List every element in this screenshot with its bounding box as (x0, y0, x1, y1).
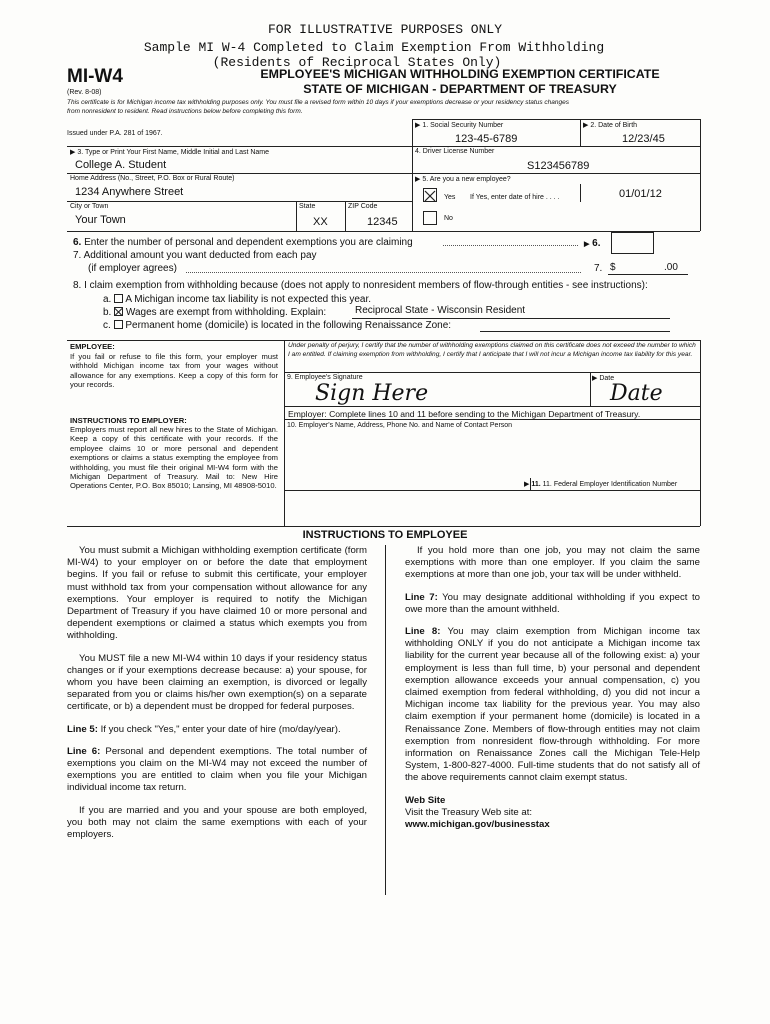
arrow-icon: ▶ (524, 481, 530, 488)
name-field[interactable]: College A. Student (75, 159, 167, 171)
exemptions-field[interactable] (611, 232, 654, 254)
address-label: Home Address (No., Street, P.O. Box or Rural Route) (70, 175, 235, 182)
signature-label: 9. Employee's Signature (287, 374, 363, 381)
line-7-instruction: You may designate additional withholding if you expect to owe more than the amount withheld. (405, 591, 701, 615)
form-id: MI-W4 (67, 66, 123, 87)
line-6-text: Enter the number of personal and dependent exemptions you are claiming (84, 237, 413, 248)
employee-text: If you fail or refuse to file this form, your employer must withhold Michigan income tax from your wages without allowance for any exemptions. Keep a copy of this form for your records. (70, 352, 278, 389)
employer-name-field[interactable] (286, 431, 696, 477)
renaissance-zone-field[interactable] (480, 331, 670, 332)
instructions-left-column (67, 545, 367, 851)
line-7-number: 7. (73, 250, 82, 261)
arrow-icon: ▶ (584, 241, 590, 248)
city-field[interactable]: Your Town (75, 214, 126, 226)
line-7-text: Additional amount you want deducted from each pay (83, 250, 317, 261)
line-7-heading: Line 7: (405, 591, 438, 603)
line-6-number: 6. (73, 237, 82, 248)
line-7-text-2: (if employer agrees) (88, 263, 177, 274)
banner-line-3: (Residents of Reciprocal States Only) (212, 55, 502, 70)
form-revision: (Rev. 8-08) (67, 89, 102, 96)
new-employee-no-checkbox[interactable] (423, 211, 437, 225)
state-field[interactable]: XX (313, 216, 328, 228)
employer-complete-note: Employer: Complete lines 10 and 11 before sending to the Michigan Department of Treasury. (288, 409, 641, 419)
zip-field[interactable]: 12345 (367, 216, 398, 228)
line-8c-letter: c. (103, 320, 111, 331)
city-label: City or Town (70, 203, 109, 210)
multiple-jobs-paragraph: If you hold more than one job, you may not claim the same exemptions with more than one employer. If you claim the same exemptions at more than one job, your tax will be under withheld. (405, 545, 700, 581)
header-note-1: This certificate is for Michigan income tax withholding purposes only. You must file a revised form within 10 days if your exemptions decrease or your residency status changes (67, 99, 569, 106)
fein-field[interactable] (531, 491, 699, 525)
form-subtitle: STATE OF MICHIGAN - DEPARTMENT OF TREASURY (303, 82, 617, 96)
fein-label: 11. Federal Employer Identification Number (542, 481, 678, 488)
instructions-paragraph: You must submit a Michigan withholding exemption certificate (form MI-W4) to your employer on or before the date that employment begins. If you fail or refuse to submit this certificate, your employer must withhold tax from your compensation without allowance for any exemptions. Your employer is required to notify the Michigan Department of Treasury if you have claimed 10 or more personal and dependent exemptions or claimed a status which exempts you from withholding. (67, 545, 367, 642)
new-employee-yes-checkbox[interactable] (423, 188, 437, 202)
line-6-box-label: 6. (592, 238, 601, 249)
name-label: 3. Type or Print Your First Name, Middle Initial and Last Name (77, 149, 270, 156)
line-8b-checkbox[interactable] (114, 307, 123, 316)
hire-date-field[interactable]: 01/01/12 (619, 188, 662, 200)
arrow-icon: ▶ (583, 122, 589, 129)
license-label: 4. Driver License Number (415, 148, 495, 155)
yes-label: Yes (444, 194, 456, 201)
penalty-text: Under penalty of perjury, I certify that the number of withholding exemptions claimed on this certificate does not exceed the number to which I am entitled. If claiming exemption from withholding, I certify that I anticipate that I will not incur a Michigan income tax liability for this year. (288, 342, 696, 358)
employer-name-label: 10. Employer's Name, Address, Phone No. and Name of Contact Person (287, 422, 513, 429)
arrow-icon: ▶ (592, 375, 598, 382)
banner-line-2: Sample MI W-4 Completed to Claim Exemption From Withholding (143, 40, 605, 55)
arrow-icon: ▶ (415, 122, 421, 129)
web-site-heading: Web Site (405, 794, 446, 806)
no-label: No (444, 215, 453, 222)
ssn-field[interactable]: 123-45-6789 (455, 133, 518, 145)
additional-amount-field[interactable]: .00 (664, 262, 678, 273)
web-site-link[interactable]: www.michigan.gov/businesstax (405, 819, 550, 831)
line-6-leader (443, 245, 578, 246)
line-5-heading: Line 5: (67, 723, 98, 735)
web-site-text: Visit the Treasury Web site at: (405, 806, 533, 818)
header-note-2: from nonresident to resident. Read instructions below before completing this form. (67, 108, 303, 115)
line-8c-text: Permanent home (domicile) is located in the following Renaissance Zone: (125, 320, 452, 331)
date-label: Date (599, 375, 615, 382)
employer-heading: INSTRUCTIONS TO EMPLOYER: (70, 416, 187, 425)
line-8a-checkbox[interactable] (114, 294, 123, 303)
married-paragraph: If you are married and you and your spouse are both employed, you both may not claim the same exemptions with each of your employers. (67, 804, 367, 841)
instructions-paragraph: You MUST file a new MI-W4 within 10 days if your residency status changes or if your exemptions decrease because: a) your spouse, for whom you have been claiming an exemption, is divorced or legally separated from you or claims his/her own exemption(s) on a separate certificate, or b) a dependent must be dropped for federal purposes. (67, 652, 367, 713)
line-8a-letter: a. (103, 294, 112, 305)
x-mark-icon (424, 190, 436, 202)
zip-label: ZIP Code (348, 203, 378, 210)
line-8-text: I claim exemption from withholding because (does not apply to nonresident members of flow-through entities - see instructions): (84, 280, 648, 291)
address-field[interactable]: 1234 Anywhere Street (75, 186, 184, 198)
signature-field[interactable]: Sign Here (315, 381, 429, 406)
line-7-box-label: 7. (594, 263, 603, 274)
line-8-number: 8. (73, 280, 82, 291)
instructions-right-column (405, 545, 700, 831)
line-5-text: If you check "Yes," enter your date of hire (mo/day/year). (97, 723, 341, 735)
form-title: EMPLOYEE'S MICHIGAN WITHHOLDING EXEMPTION CERTIFICATE (260, 67, 660, 81)
dollar-sign: $ (610, 262, 616, 273)
hire-date-label: If Yes, enter date of hire . . . . (470, 194, 560, 201)
employer-text: Employers must report all new hires to the State of Michigan. Keep a copy of this certificate with your records. If the employee claims 10 or more personal and dependent exemptions or claims a status exempting the employee from withholding, you must file their original MI-W4 form with the Michigan Department of Treasury. Mail to: New Hire Operations Center, P.O. Box 85010; Lansing, MI 48908-5010. (70, 425, 278, 491)
line-8b-letter: b. (103, 307, 112, 318)
dob-label: 2. Date of Birth (590, 122, 638, 129)
line-8c-checkbox[interactable] (114, 320, 123, 329)
line-6-instruction: Personal and dependent exemptions. The total number of exemptions you claim on the MI-W4 may not exceed the number of exemptions you are entitled to claim when you file your Michigan individual income tax return. (67, 745, 367, 794)
state-label: State (299, 203, 316, 210)
license-field[interactable]: S123456789 (527, 160, 590, 172)
column-divider (385, 545, 386, 895)
explain-underline (352, 318, 670, 319)
authority-note: Issued under P.A. 281 of 1967. (67, 130, 163, 137)
line-7-leader (186, 272, 581, 273)
ssn-label: 1. Social Security Number (422, 122, 504, 129)
line-8-heading: Line 8: (405, 626, 441, 638)
line-6-heading: Line 6: (67, 745, 101, 757)
amount-underline (608, 274, 688, 275)
employee-heading: EMPLOYEE: (70, 342, 115, 351)
date-field[interactable]: Date (610, 381, 663, 406)
arrow-icon: ▶ (415, 176, 421, 183)
line-8b-text: Wages are exempt from withholding. Explain: (125, 307, 327, 318)
line-8-instruction: You may claim exemption from Michigan income tax withholding ONLY if you do not anticipate a Michigan income tax liability for the current year because all of the following exist: a) your employment is less than full time, b) your personal and dependent exemption allowance exceeds your annual compensation, c) you claimed exemption from federal withholding, d) you did not incur a Michigan income tax liability for the previous year. You may also claim exemption if your permanent home (domicile) is located in a Renaissance Zone. Members of flow-through entities may not claim exemption from nonresident flow-through withholding. For more information on Renaissance Zones call the Michigan Tele-Help System, 1-800-827-4000. Full-time students that do not satisfy all of the above requirements cannot claim exempt status. (405, 626, 700, 784)
line-8a-text: A Michigan income tax liability is not expected this year. (125, 294, 372, 305)
instructions-heading: INSTRUCTIONS TO EMPLOYEE (302, 529, 468, 541)
new-employee-label: 5. Are you a new employee? (422, 176, 511, 183)
explain-field[interactable]: Reciprocal State - Wisconsin Resident (355, 305, 526, 316)
arrow-icon: ▶ (70, 149, 76, 156)
banner-line-1: FOR ILLUSTRATIVE PURPOSES ONLY (267, 22, 503, 37)
fein-number: 11. (531, 481, 541, 488)
dob-field[interactable]: 12/23/45 (622, 133, 665, 145)
